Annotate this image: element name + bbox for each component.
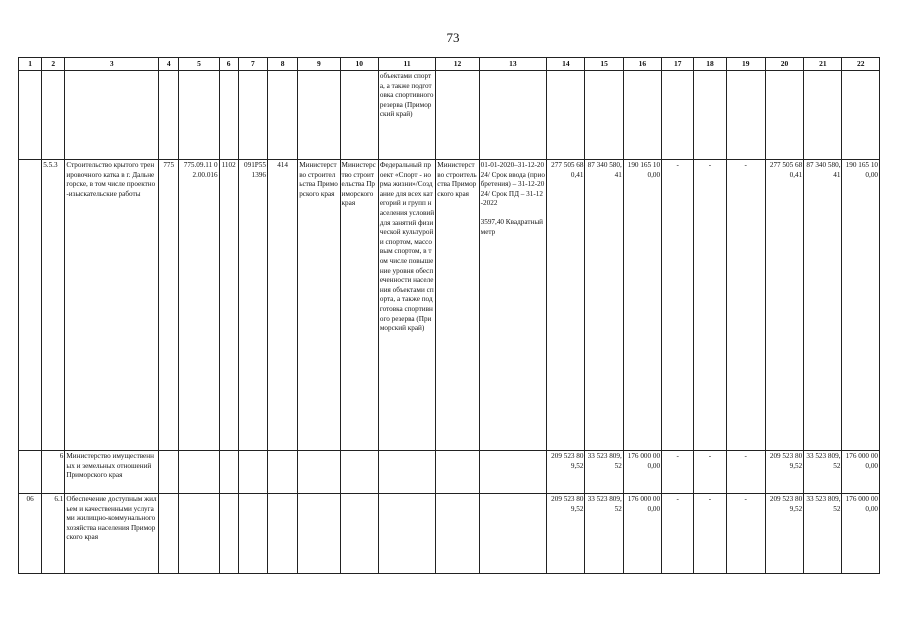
table-row — [19, 160, 880, 451]
budget-table — [18, 57, 880, 574]
col-header: 6 — [219, 58, 238, 71]
amount-cell: 176 000 000,00 — [842, 451, 880, 494]
col-header: 19 — [726, 58, 765, 71]
amount-cell: 190 165 100,00 — [842, 160, 880, 451]
amount-cell: - — [662, 494, 694, 574]
amount-cell: 209 523 809,52 — [547, 451, 585, 494]
page-number: 73 — [446, 30, 460, 45]
amount-cell: - — [726, 160, 765, 451]
code-cell: 091P55 1396 — [238, 160, 267, 451]
amount-cell: 176 000 000,00 — [842, 494, 880, 574]
col-header: 8 — [267, 58, 297, 71]
responsible-cell: Министерство строительства Приморского края — [436, 160, 479, 451]
col-header: 18 — [694, 58, 726, 71]
project-cell: объектами спорта, а также подготовка спортивного резерва (Приморский край) — [378, 71, 435, 160]
item-name: Строительство крытого тренировочного катка в г. Дальнегорске, в том числе проектно-изыскательские работы — [65, 160, 159, 451]
amount-cell: 277 505 680,41 — [765, 160, 803, 451]
terms-cell — [479, 160, 547, 451]
amount-cell: 33 523 809,52 — [585, 451, 623, 494]
amount-cell: 209 523 809,52 — [765, 494, 803, 574]
col-header: 20 — [765, 58, 803, 71]
item-number: 5.5.3 — [42, 160, 65, 451]
table-row — [19, 494, 880, 574]
project-cell: Федеральный проект «Спорт - норма жизни»/Создание для всех категорий и групп населения условий для занятий физической культурой и спортом, массовым спортом, в том числе повышение уровня обеспеченности населения объектами спорта, а также подготовка спортивного резерва (Приморский край) — [378, 160, 435, 451]
amount-cell: - — [694, 451, 726, 494]
col-header: 1 — [19, 58, 42, 71]
col-header: 16 — [623, 58, 661, 71]
amount-cell: 176 000 000,00 — [623, 494, 661, 574]
code-cell: 775 — [159, 160, 179, 451]
amount-cell: 33 523 809,52 — [804, 451, 842, 494]
table-row — [19, 71, 880, 160]
col-header: 4 — [159, 58, 179, 71]
amount-cell: 209 523 809,52 — [765, 451, 803, 494]
amount-cell: 190 165 100,00 — [623, 160, 661, 451]
col-header: 10 — [340, 58, 378, 71]
amount-cell: 87 340 580,41 — [804, 160, 842, 451]
item-number: 6 — [42, 451, 65, 494]
amount-cell: 33 523 809,52 — [585, 494, 623, 574]
col-header: 7 — [238, 58, 267, 71]
amount-cell: 277 505 680,41 — [547, 160, 585, 451]
amount-cell: - — [662, 451, 694, 494]
col-header: 14 — [547, 58, 585, 71]
col-header: 12 — [436, 58, 479, 71]
item-number: 6.1 — [42, 494, 65, 574]
amount-cell: - — [726, 494, 765, 574]
col-header: 5 — [179, 58, 219, 71]
code-cell: 414 — [267, 160, 297, 451]
amount-cell: - — [694, 160, 726, 451]
col-header: 11 — [378, 58, 435, 71]
amount-cell: - — [662, 160, 694, 451]
amount-cell: - — [694, 494, 726, 574]
col-header: 2 — [42, 58, 65, 71]
col-header: 15 — [585, 58, 623, 71]
amount-cell: - — [726, 451, 765, 494]
executor-cell: Министерство строительства Приморского края — [340, 160, 378, 451]
amount-cell: 209 523 809,52 — [547, 494, 585, 574]
code-cell: 1102 — [219, 160, 238, 451]
column-number-row — [19, 58, 880, 71]
col-header: 9 — [298, 58, 340, 71]
item-name: Министерство имущественных и земельных отношений Приморского края — [65, 451, 159, 494]
item-name: Обеспечение доступным жильем и качественными услугами жилищно-коммунального хозяйства населения Приморского края — [65, 494, 159, 574]
col-header: 21 — [804, 58, 842, 71]
col-header: 17 — [662, 58, 694, 71]
customer-cell: Министерство строительства Приморского края — [298, 160, 340, 451]
col-header: 3 — [65, 58, 159, 71]
amount-cell: 176 000 000,00 — [623, 451, 661, 494]
col-header: 13 — [479, 58, 547, 71]
terms-dates: 01-01-2020–31-12-2024/ Срок ввода (приобретения) – 31-12-2024/ Срок ПД – 31-12-2022 — [480, 161, 545, 208]
table-row — [19, 451, 880, 494]
col-header: 22 — [842, 58, 880, 71]
code-cell: 775.09.11 02.00.016 — [179, 160, 219, 451]
amount-cell: 33 523 809,52 — [804, 494, 842, 574]
terms-capacity: 3597,40 Квадратный метр — [480, 217, 543, 236]
amount-cell: 87 340 580,41 — [585, 160, 623, 451]
section-number: 06 — [19, 494, 42, 574]
